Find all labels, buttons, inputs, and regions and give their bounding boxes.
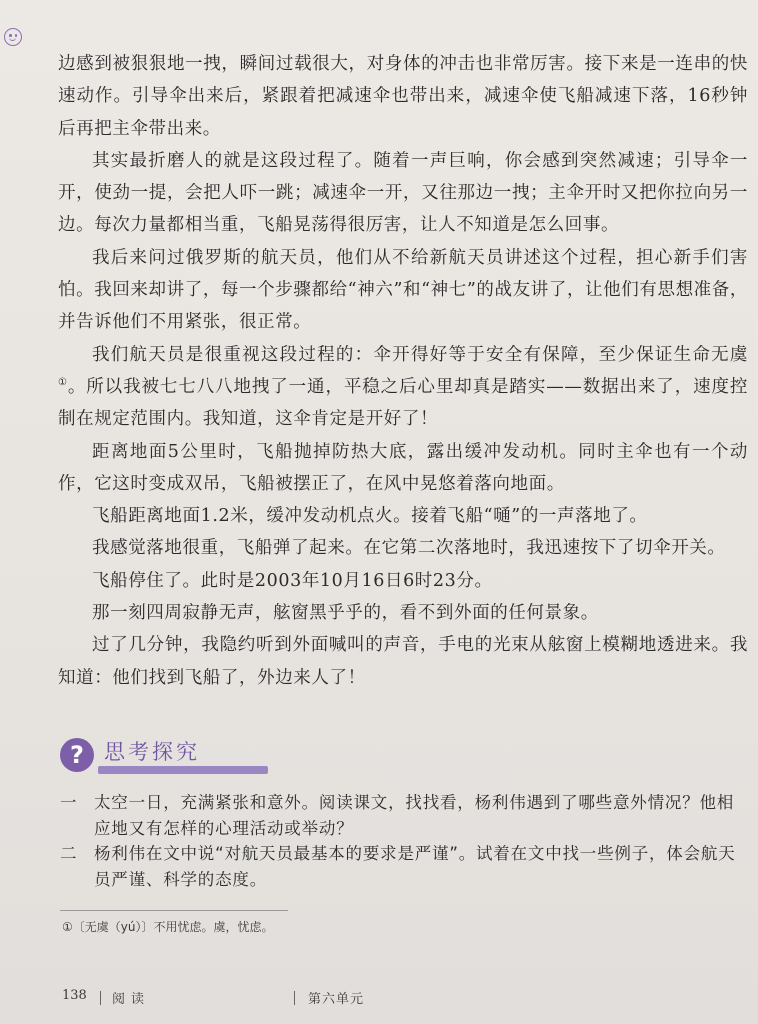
- footer-divider: [100, 991, 101, 1005]
- body-text: [58, 48, 748, 694]
- question-list: [60, 790, 750, 892]
- page-footer: [62, 988, 752, 1010]
- footnote: ①〔无虞（yú）〕不用忧虑。虞，忧虑。: [62, 920, 274, 934]
- section-header: [60, 736, 280, 780]
- footer-unit-label: 第六单元: [308, 992, 365, 1007]
- paragraph: 过了几分钟，我隐约听到外面喊叫的声音，手电的光束从舷窗上模糊地透进来。我知道：他们找到飞船了，外边来人了！: [58, 635, 748, 688]
- paragraph: [58, 339, 748, 436]
- footer-section-label: 阅读: [112, 992, 151, 1007]
- section-underline: [98, 766, 268, 774]
- paragraph: 我感觉落地很重，飞船弹了起来。在它第二次落地时，我迅速按下了切伞开关。: [92, 538, 726, 559]
- page-number: 138: [62, 988, 87, 1003]
- question-text: 太空一日，充满紧张和意外。阅读课文，找找看，杨利伟遇到了哪些意外情况？他相应地又有怎样的心理活动或举动？: [94, 793, 735, 838]
- footnote-divider: [60, 910, 288, 911]
- paragraph-part: 。所以我被七七八八地拽了一通，平稳之后心里却真是踏实——数据出来了，速度控制在规定范围内。我知道，这伞肯定是开好了！: [58, 376, 748, 430]
- question-item: [60, 841, 750, 892]
- section-title: 思考探究: [104, 740, 200, 764]
- question-mark-icon: ?: [60, 738, 94, 772]
- paragraph: 飞船停住了。此时是2003年10月16日6时23分。: [92, 570, 493, 591]
- footer-divider: [294, 991, 295, 1005]
- paragraph: 那一刻四周寂静无声，舷窗黑乎乎的，看不到外面的任何景象。: [92, 603, 599, 624]
- question-item: [60, 790, 750, 841]
- paragraph: 其实最折磨人的就是这段过程了。随着一声巨响，你会感到突然减速；引导伞一开，使劲一提，会把人吓一跳；减速伞一开，又往那边一拽；主伞开时又把你拉向另一边。每次力量都相当重，飞船晃荡得很厉害，让人不知道是怎么回事。: [58, 150, 748, 236]
- question-text: 杨利伟在文中说“对航天员最基本的要求是严谨”。试着在文中找一些例子，体会航天员严谨、科学的态度。: [94, 844, 736, 889]
- paragraph: 飞船距离地面1.2米，缓冲发动机点火。接着飞船“嗵”的一声落地了。: [92, 506, 648, 527]
- paragraph: 距离地面5公里时，飞船抛掉防热大底，露出缓冲发动机。同时主伞也有一个动作，它这时变成双吊，飞船被摆正了，在风中晃悠着落向地面。: [58, 441, 748, 494]
- question-number: 一: [60, 793, 78, 812]
- smiley-mouth: [9, 36, 16, 41]
- question-number: 二: [60, 844, 78, 863]
- smiley-icon: [4, 28, 22, 46]
- footnote-marker[interactable]: ①: [58, 377, 68, 389]
- paragraph: 我后来问过俄罗斯的航天员，他们从不给新航天员讲述这个过程，担心新手们害怕。我回来却讲了，每一个步骤都给“神六”和“神七”的战友讲了，让他们有思想准备，并告诉他们不用紧张，很正常。: [58, 247, 748, 333]
- paragraph: 边感到被狠狠地一拽，瞬间过载很大，对身体的冲击也非常厉害。接下来是一连串的快速动作。引导伞出来后，紧跟着把减速伞也带出来，减速伞使飞船减速下落，16秒钟后再把主伞带出来。: [58, 54, 748, 139]
- paragraph-part: 我们航天员是很重视这段过程的：伞开得好等于安全有保障，至少保证生命无虞: [92, 344, 748, 365]
